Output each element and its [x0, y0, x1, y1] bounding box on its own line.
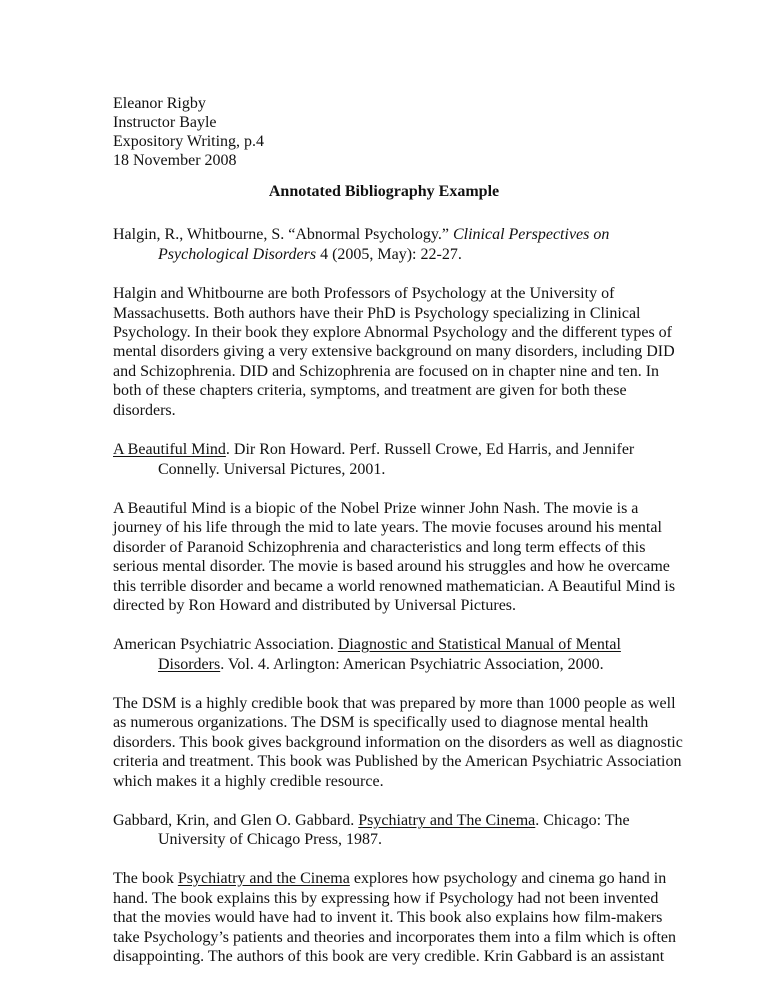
annotation-line — [113, 869, 666, 888]
annotation-line: A Beautiful Mind is a biopic of the Nobel Prize winner John Nash. The movie is a — [113, 500, 639, 517]
annotation-line: Psychology. In their book they explore Abnormal Psychology and the different types of — [113, 324, 673, 341]
citation-line — [158, 245, 462, 264]
citation-text: . Dir Ron Howard. Perf. Russell Crowe, Ed Harris, and Jennifer — [225, 441, 635, 458]
journal-title: Psychological Disorders — [158, 246, 317, 263]
annotation-line: hand. The book explains this by expressing how if Psychology had not been invented — [113, 890, 659, 907]
citation-text: American Psychiatric Association. — [113, 636, 338, 653]
annotation-text: explores how psychology and cinema go hand in — [349, 870, 667, 887]
annotation-line: The DSM is a highly credible book that was prepared by more than 1000 people as well — [113, 695, 676, 712]
annotation-line: disappointing. The authors of this book are very credible. Krin Gabbard is an assistant — [113, 948, 665, 965]
citation-line — [158, 655, 604, 674]
annotation-line: that the movies would have had to invent it. This book also explains how film-makers — [113, 909, 663, 926]
book-title: Disorders — [158, 656, 221, 673]
annotation-line: take Psychology’s patients and theories and incorporates them into a film which is often — [113, 929, 676, 946]
book-title: Diagnostic and Statistical Manual of Mental — [337, 636, 621, 653]
annotation-line: disorders. This book gives background information on the disorders as well as diagnostic — [113, 734, 683, 751]
citation-line — [113, 225, 609, 244]
annotation-line: mental disorders giving a very extensive background on many disorders, including DID — [113, 343, 675, 360]
annotation-line: and Schizophrenia. DID and Schizophrenia are focused on in chapter nine and ten. In — [113, 363, 660, 380]
citation-text: . Vol. 4. Arlington: American Psychiatric Association, 2000. — [220, 656, 604, 673]
annotation-line: both of these chapters criteria, symptoms, and treatment are given for both these — [113, 382, 627, 399]
date: 18 November 2008 — [113, 152, 237, 169]
book-title: Psychiatry and The Cinema — [358, 812, 536, 829]
annotation-line: which makes it a highly credible resource. — [113, 773, 384, 790]
annotation-line: disorder of Paranoid Schizophrenia and characteristics and long term effects of this — [113, 539, 646, 556]
citation-line — [113, 635, 621, 654]
annotation-text: The book — [113, 870, 178, 887]
citation-text: 4 (2005, May): 22-27. — [316, 246, 462, 263]
journal-title: Clinical Perspectives on — [452, 226, 610, 243]
annotation-line: directed by Ron Howard and distributed by Universal Pictures. — [113, 597, 517, 614]
document-title: Annotated Bibliography Example — [268, 183, 500, 200]
book-title: Psychiatry and the Cinema — [177, 870, 350, 887]
annotation-line: Massachusetts. Both authors have their PhD is Psychology specializing in Clinical — [113, 305, 641, 322]
annotation-line: as numerous organizations. The DSM is specifically used to diagnose mental health — [113, 714, 649, 731]
annotation-line: Halgin and Whitbourne are both Professors of Psychology at the University of — [113, 285, 615, 302]
author-name: Eleanor Rigby — [113, 95, 206, 112]
citation-line: Connelly. Universal Pictures, 2001. — [158, 461, 386, 478]
annotation-line: criteria and treatment. This book was Published by the American Psychiatric Association — [113, 753, 682, 770]
citation-text: . Chicago: The — [535, 812, 630, 829]
film-title: A Beautiful Mind — [113, 441, 226, 458]
annotation-line: serious mental disorder. The movie is based around his struggles and how he overcame — [113, 558, 670, 575]
citation-line: University of Chicago Press, 1987. — [158, 831, 382, 848]
citation-text: Halgin, R., Whitbourne, S. “Abnormal Psychology.” — [113, 226, 453, 243]
annotation-line: disorders. — [113, 402, 176, 419]
annotation-line: this terrible disorder and became a world renowned mathematician. A Beautiful Mind is — [113, 578, 676, 595]
annotation-line: journey of his life through the mid to late years. The movie focuses around his mental — [113, 519, 662, 536]
course-name: Expository Writing, p.4 — [113, 133, 265, 150]
citation-line — [113, 811, 630, 830]
instructor-name: Instructor Bayle — [113, 114, 217, 131]
citation-text: Gabbard, Krin, and Glen O. Gabbard. — [113, 812, 359, 829]
citation-line — [113, 440, 634, 459]
